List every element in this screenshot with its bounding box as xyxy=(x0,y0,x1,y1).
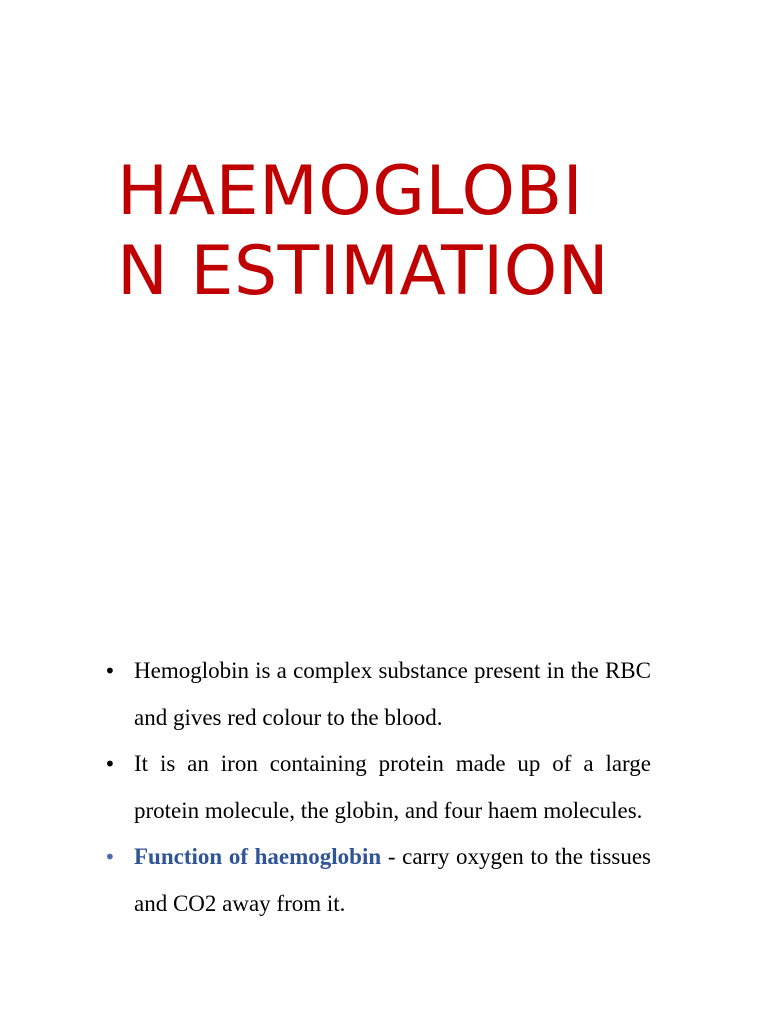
bullet-item xyxy=(104,648,651,741)
bullet-text: It is an iron containing protein made up of a large protein molecule, the globin, and four haem molecules. xyxy=(134,751,651,823)
bullet-emphasis: Function of haemoglobin xyxy=(134,844,382,869)
bullet-icon: • xyxy=(104,752,116,776)
bullet-item xyxy=(104,834,651,927)
slide-title-line-2: N ESTIMATION xyxy=(117,232,610,311)
slide-title xyxy=(117,152,637,312)
bullet-icon: • xyxy=(104,845,116,869)
bullet-list xyxy=(104,648,651,927)
bullet-icon: • xyxy=(104,659,116,683)
bullet-item xyxy=(104,741,651,834)
bullet-text: - carry oxygen to the tissues and CO2 away from it. xyxy=(134,844,651,916)
slide-title-line-1: HAEMOGLOBI xyxy=(117,152,584,231)
bullet-text: Hemoglobin is a complex substance present in the RBC and gives red colour to the blood. xyxy=(134,658,651,730)
